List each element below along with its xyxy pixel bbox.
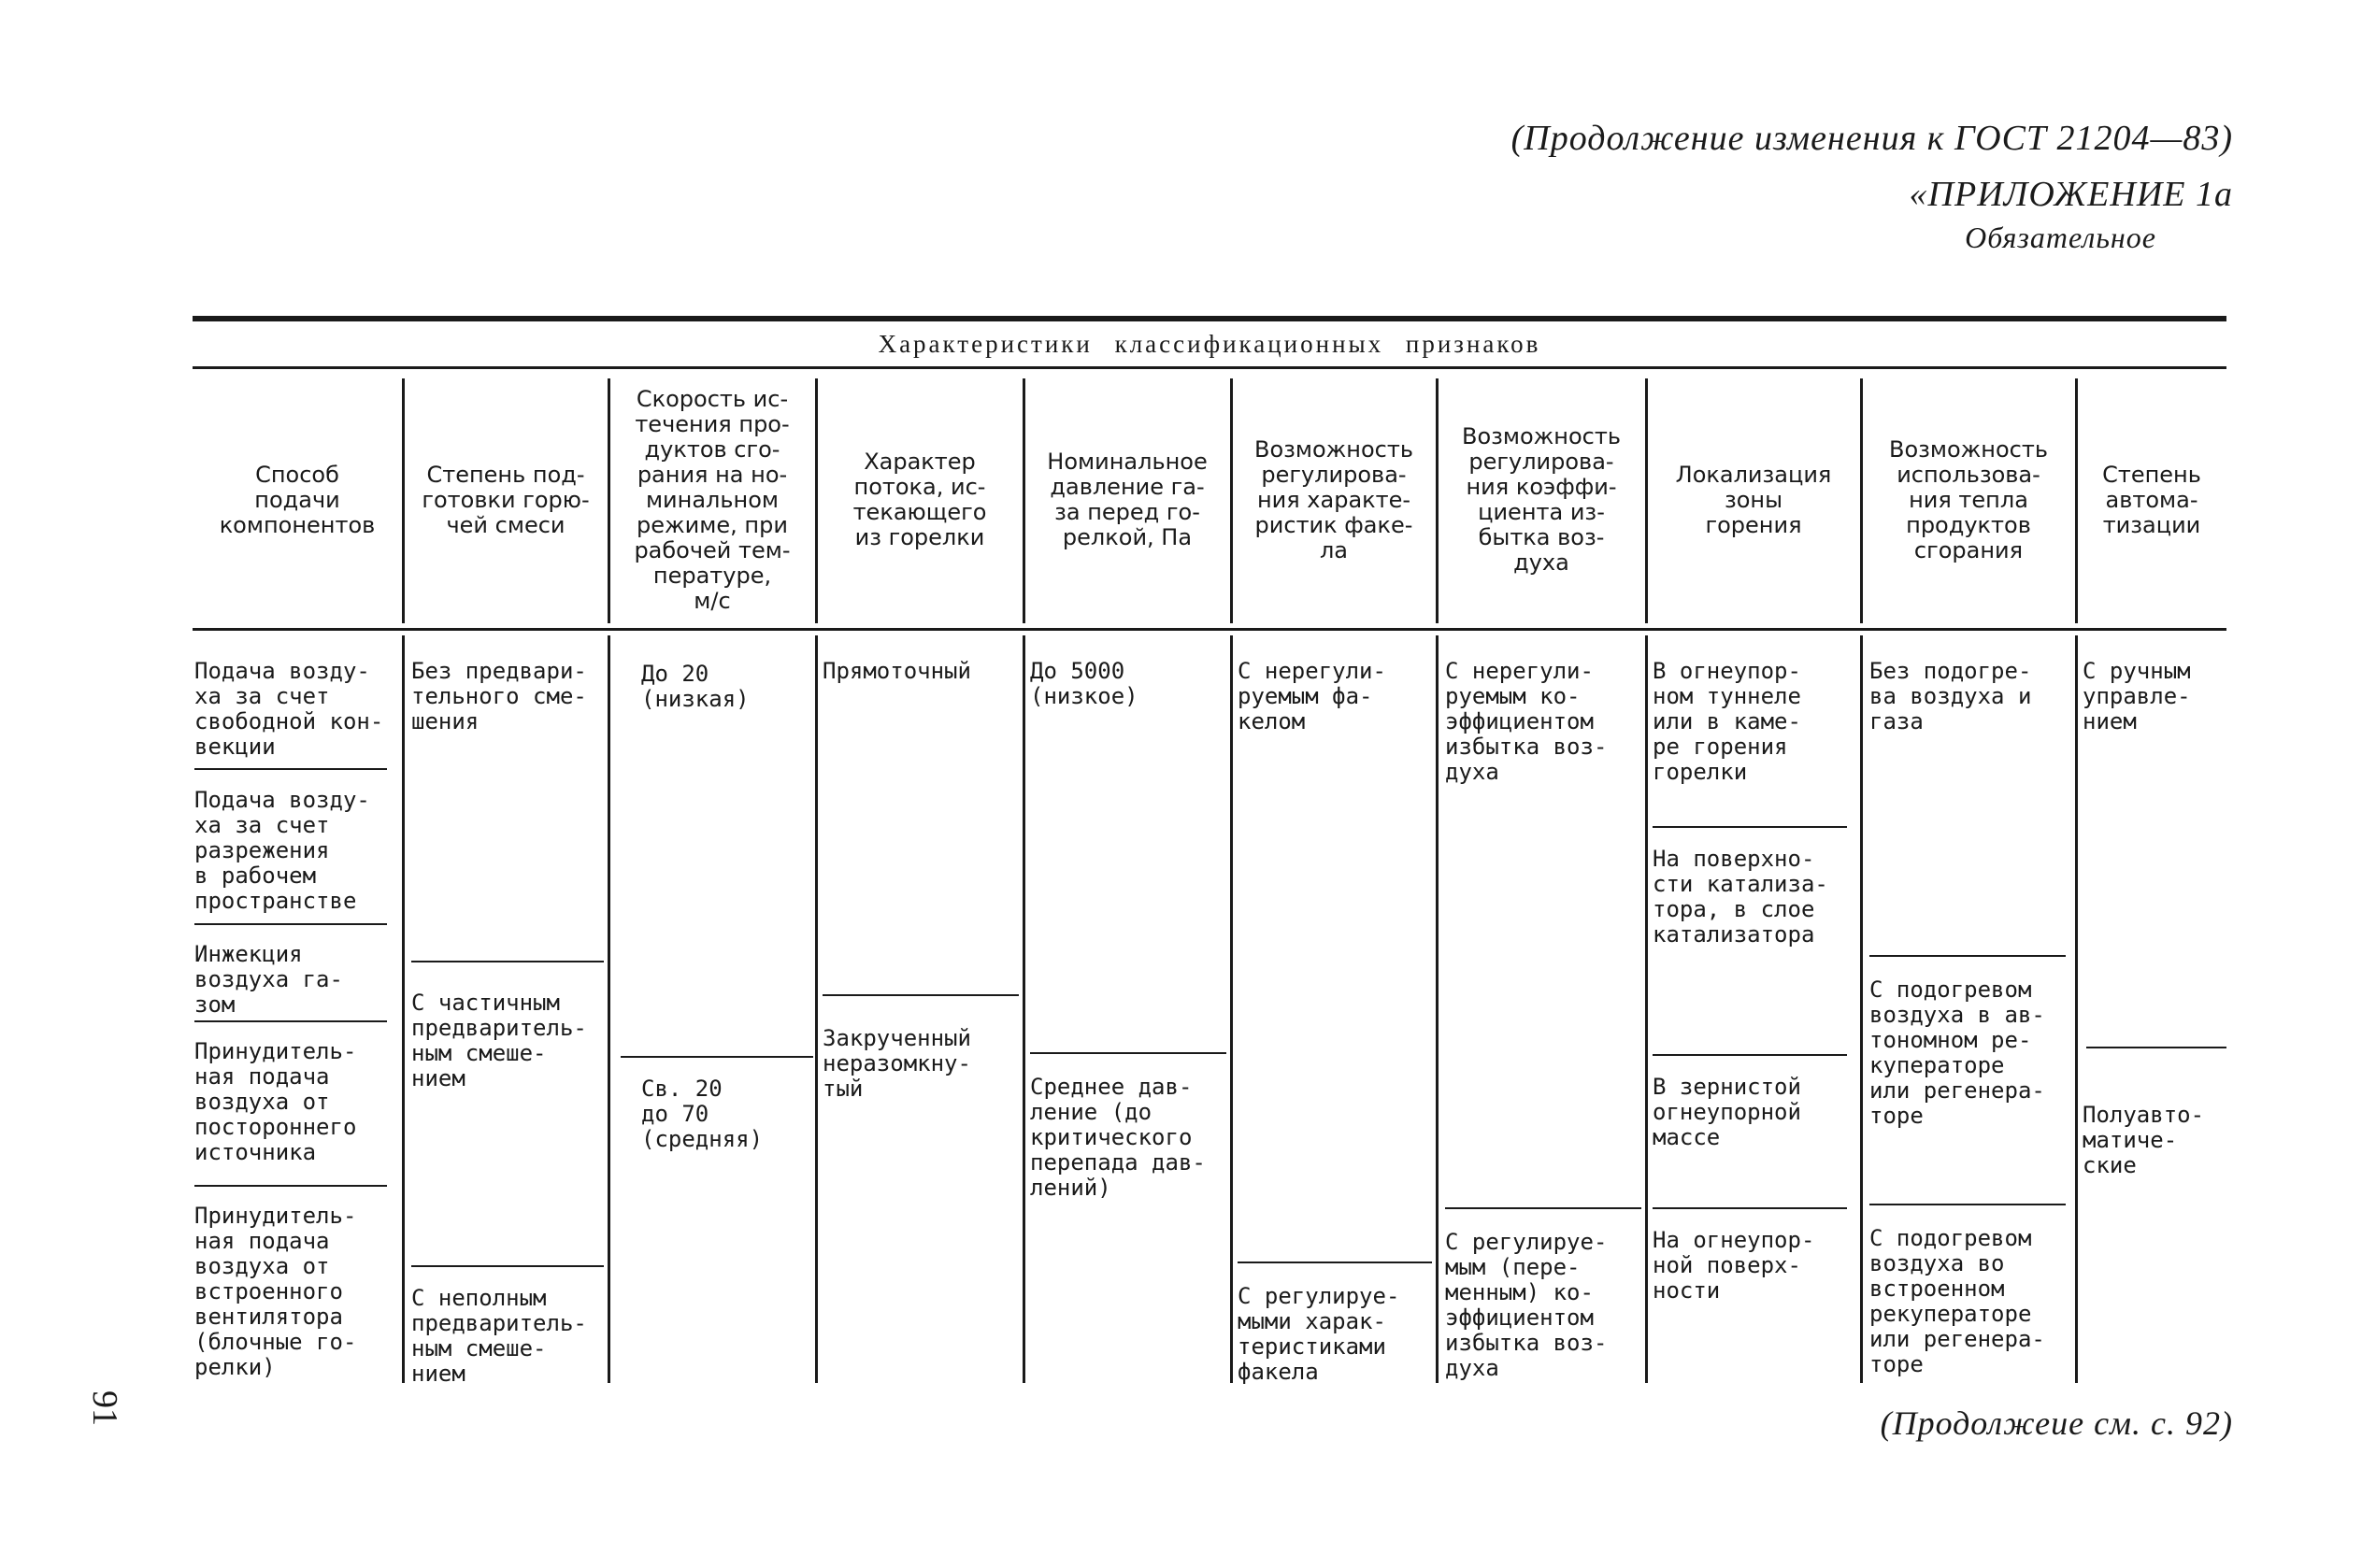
column-separator: [1023, 635, 1025, 1383]
cell-divider: [621, 1056, 813, 1058]
column-separator: [1645, 378, 1648, 623]
cell-divider: [1653, 826, 1847, 828]
table-header-bottom-rule: [193, 628, 2226, 631]
column-header-gas-pressure: Номинальное давление га- за перед го- релкой, Па: [1047, 449, 1208, 550]
column-separator: [402, 635, 405, 1383]
column-separator: [1860, 378, 1863, 623]
column-separator: [1436, 378, 1439, 623]
cell-divider: [1869, 955, 2066, 957]
column-header-combustion-zone: Локализация зоны горения: [1675, 461, 1832, 538]
column-header-mixture-preparation: Степень под- готовки горю- чей смеси: [422, 461, 590, 538]
cell-divider: [823, 994, 1019, 996]
table-cell: До 20 (низкая): [641, 661, 750, 712]
column-separator: [1645, 635, 1648, 1383]
table-cell: В огнеупор- ном туннеле или в каме- ре горения горелки: [1653, 658, 1801, 785]
column-separator: [2075, 378, 2078, 623]
table-cell: С ручным управле- нием: [2083, 658, 2191, 734]
table-cell: С нерегули- руемым фа- келом: [1238, 658, 1386, 734]
table-cell: Св. 20 до 70 (средняя): [641, 1076, 764, 1152]
column-separator: [1860, 635, 1863, 1383]
appendix-title: «ПРИЛОЖЕНИЕ 1а: [1909, 175, 2233, 214]
continuation-note: (Продолжение изменения к ГОСТ 21204—83): [1510, 119, 2233, 158]
column-separator: [608, 378, 610, 623]
cell-divider: [194, 1020, 387, 1022]
continued-note: (Продолжеие см. с. 92): [1880, 1404, 2233, 1442]
cell-divider: [194, 1185, 387, 1187]
column-separator: [815, 635, 818, 1383]
table-cell: Закрученный неразомкну- тый: [823, 1025, 971, 1102]
column-separator: [402, 378, 405, 623]
column-separator: [1230, 635, 1233, 1383]
table-cell: С частичным предваритель- ным смеше- нием: [411, 990, 587, 1091]
table-cell: Принудитель- ная подача воздуха от встроенного вентилятора (блочные го- релки): [194, 1203, 357, 1380]
table-cell: Среднее дав- ление (до критического перепада дав- лений): [1030, 1074, 1206, 1201]
cell-divider: [1653, 1207, 1847, 1209]
column-header-flow-type: Характер потока, ис- текающего из горелки: [852, 449, 987, 550]
table-cell: Полуавто- матиче- ские: [2083, 1102, 2205, 1178]
table-cell: С подогревом воздуха в ав- тономном ре- куператоре или регенера- торе: [1869, 976, 2045, 1129]
column-header-flame-control: Возможность регулирова- ния характе- ристик факе- ла: [1253, 435, 1413, 563]
page-number: 91: [85, 1390, 124, 1426]
cell-divider: [1238, 1262, 1432, 1263]
table-cell: С подогревом воздуха во встроенном рекуператоре или регенера- торе: [1869, 1225, 2045, 1377]
table-cell: С регулируе- мым (пере- менным) ко- эффициентом избытка воз- духа: [1445, 1229, 1608, 1381]
column-header-excess-air-control: Возможность регулирова- ния коэффи- циента из- бытка воз- духа: [1461, 423, 1621, 576]
cell-divider: [1653, 1054, 1847, 1056]
table-cell: Инжекция воздуха га- зом: [194, 941, 343, 1018]
table-cell: Подача возду- ха за счет разрежения в рабочем пространстве: [194, 787, 370, 914]
table-cell: С неполным предваритель- ным смеше- нием: [411, 1285, 587, 1387]
column-header-outflow-velocity: Скорость ис- течения про- дуктов сго- рания на но- минальном режиме, при рабочей тем- пературе, м/с: [634, 385, 791, 614]
column-separator: [1436, 635, 1439, 1383]
table-cell: С регулируе- мыми харак- теристиками факела: [1238, 1283, 1400, 1385]
cell-divider: [411, 1265, 604, 1267]
table-cell: На огнеупор- ной поверх- ности: [1653, 1227, 1815, 1304]
cell-divider: [194, 923, 387, 925]
table-cell: Прямоточный: [823, 658, 971, 684]
cell-divider: [2086, 1047, 2226, 1048]
cell-divider: [1030, 1052, 1226, 1054]
table-cell: На поверхно- сти катализа- тора, в слое катализатора: [1653, 846, 1828, 948]
table-cell: До 5000 (низкое): [1030, 658, 1138, 709]
cell-divider: [1445, 1207, 1641, 1209]
column-separator: [608, 635, 610, 1383]
column-header-heat-use: Возможность использова- ния тепла продуктов сгорания: [1888, 435, 2048, 563]
table-cell: Без предвари- тельного сме- шения: [411, 658, 587, 734]
table-cell: С нерегули- руемым ко- эффициентом избытка воз- духа: [1445, 658, 1608, 785]
cell-divider: [411, 961, 604, 962]
table-top-rule: [193, 316, 2226, 321]
table-cell: Без подогре- ва воздуха и газа: [1869, 658, 2032, 734]
column-separator: [1230, 378, 1233, 623]
column-header-automation: Степень автома- тизации: [2102, 461, 2201, 538]
cell-divider: [1869, 1204, 2066, 1205]
column-header-supply-method: Способ подачи компонентов: [219, 461, 376, 538]
column-separator: [1023, 378, 1025, 623]
table-cell: Принудитель- ная подача воздуха от постороннего источника: [194, 1038, 357, 1165]
column-separator: [815, 378, 818, 623]
table-cell: В зернистой огнеупорной массе: [1653, 1074, 1801, 1150]
appendix-status: Обязательное: [1965, 221, 2156, 254]
column-separator: [2075, 635, 2078, 1383]
table-super-header: Характеристики классификационных признаков: [878, 329, 1541, 358]
table-cell: Подача возду- ха за счет свободной кон- векции: [194, 658, 384, 760]
table-header-divider: [193, 366, 2226, 369]
cell-divider: [194, 768, 387, 770]
